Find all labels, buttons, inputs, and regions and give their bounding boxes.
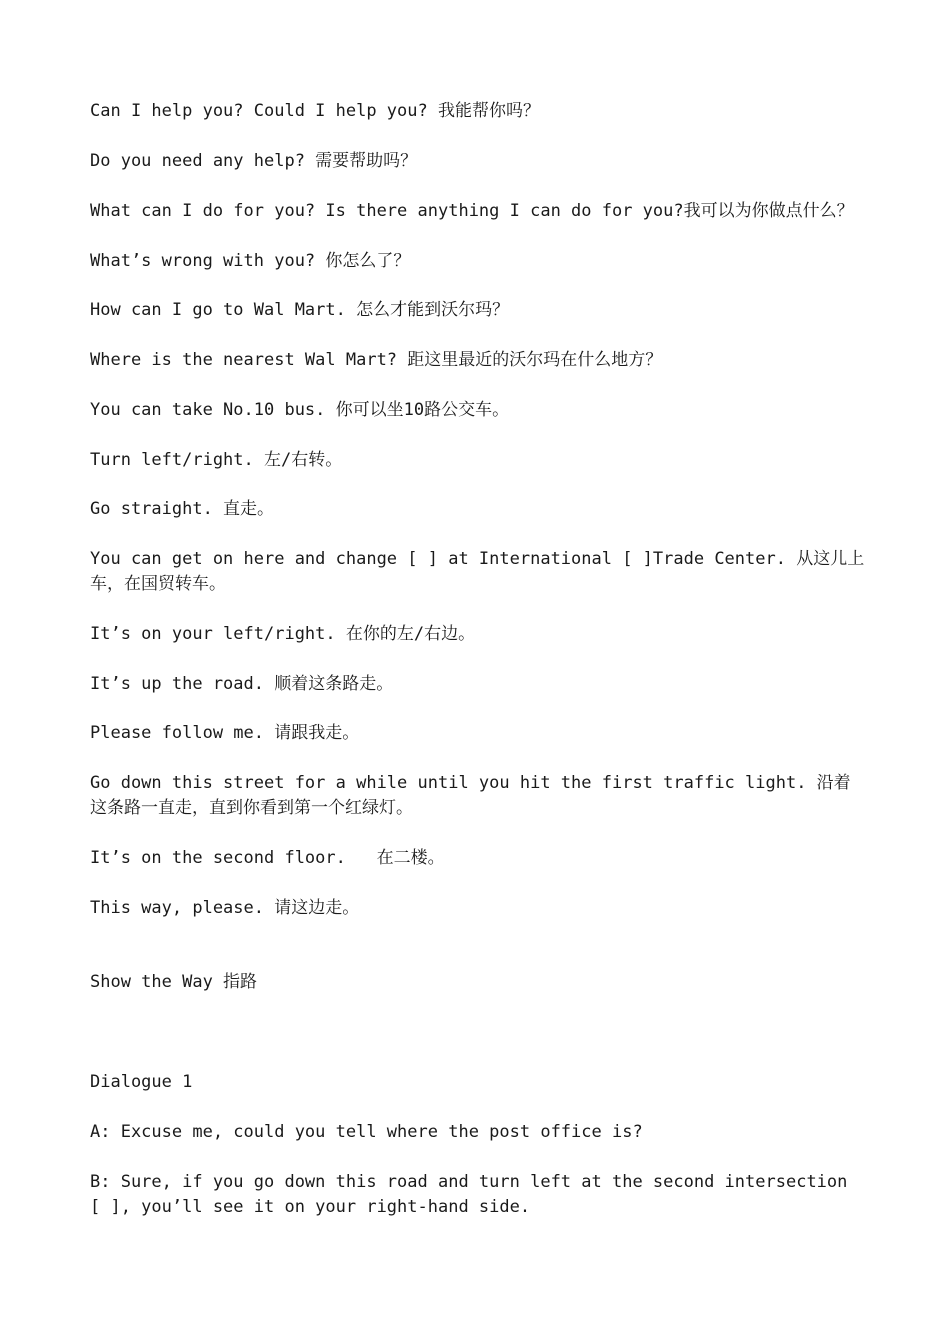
phrase-line-10: You can get on here and change [ ] at International [ ]Trade Center. 从这儿上车，在国贸转车。 (90, 549, 865, 594)
dialogue-line-a: A: Excuse me, could you tell where the post office is? (90, 1122, 643, 1142)
dialogue-line-b: B: Sure, if you go down this road and turn left at the second intersection [ ], you’ll see it on your right-hand side. (90, 1172, 858, 1217)
phrase-line-5: How can I go to Wal Mart. 怎么才能到沃尔玛？ (90, 300, 510, 320)
phrase-line-12: It’s up the road. 顺着这条路走。 (90, 674, 394, 694)
phrase-line-6: Where is the nearest Wal Mart? 距这里最近的沃尔玛在什么地方？ (90, 350, 663, 370)
dialogue-heading: Dialogue 1 (90, 1072, 193, 1092)
phrase-line-8: Turn left/right. 左/右转。 (90, 450, 343, 470)
phrase-line-3: What can I do for you? Is there anything I can do for you?我可以为你做点什么？ (90, 201, 854, 221)
phrase-line-2: Do you need any help? 需要帮助吗？ (90, 151, 418, 171)
phrase-line-13: Please follow me. 请跟我走。 (90, 723, 360, 743)
phrase-line-7: You can take No.10 bus. 你可以坐10路公交车。 (90, 400, 510, 420)
phrase-line-15: It’s on the second floor. 在二楼。 (90, 848, 445, 868)
phrase-line-1: Can I help you? Could I help you? 我能帮你吗？ (90, 101, 540, 121)
phrase-line-9: Go straight. 直走。 (90, 499, 275, 519)
phrase-line-16: This way, please. 请这边走。 (90, 898, 360, 918)
section-heading: Show the Way 指路 (90, 972, 258, 992)
phrase-line-4: What’s wrong with you? 你怎么了？ (90, 251, 411, 271)
phrase-line-14: Go down this street for a while until you hit the first traffic light. 沿着这条路一直走，直到你看到第一个红绿灯。 (90, 773, 851, 818)
phrase-line-11: It’s on your left/right. 在你的左/右边。 (90, 624, 476, 644)
